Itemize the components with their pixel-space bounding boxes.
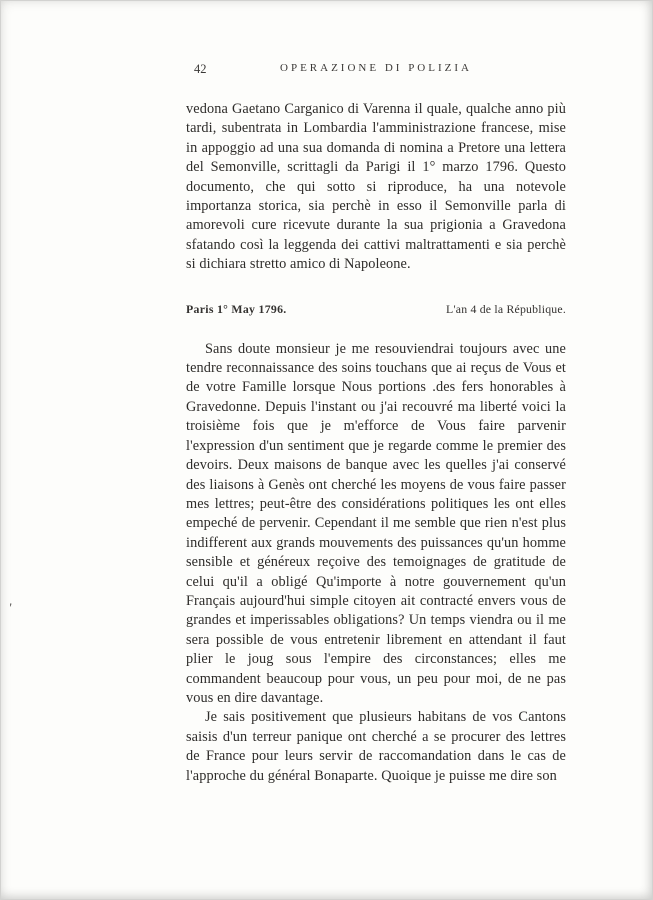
page-content bbox=[186, 60, 566, 786]
letter-paragraph-2: Je sais positivement que plusieurs habitans de vos Cantons saisis d'un terreur panique ont cherché a se procurer des lettres de France pour leurs servir de raccomandation dans le cas de l'approche du général Bonaparte. Quoique je puisse me dire son bbox=[186, 709, 566, 784]
dateline-place-date: Paris 1° May 1796. bbox=[186, 301, 287, 316]
scan-artifact-speck: ' bbox=[8, 599, 13, 616]
intro-paragraph: vedona Gaetano Carganico di Varenna il quale, qualche anno più tardi, subentrata in Lombardia l'amministrazione francese, mise in appoggio ad una sua domanda di nomina a Pretore una lettera del Semonville, scrittagli da Parigi il 1° marzo 1796. Questo documento, che qui sotto si riproduce, ha una notevole importanza storica, sia perchè in esso il Semonville parla di amorevoli cure ricevute durante la sua prigionia a Gravedona sfatando così la leggenda dei cattivi maltrattamenti e sia perchè si dichiara stretto amico di Napoleone. bbox=[186, 101, 566, 273]
letter-dateline bbox=[186, 302, 566, 317]
letter-paragraph-1: Sans doute monsieur je me resouviendrai toujours avec une tendre reconnaissance des soins touchans que ai reçus de Vous et de votre Famille lorsque Nous portions .des fers honorables à Gravedonne. Depuis l'instant ou j'ai recouvré ma liberté voici la troisième fois que je m'efforce de Vous faire parvenir l'expression d'un sentiment que je regarde comme le premier des devoirs. Deux maisons de banque avec les quelles j'ai conservé des liaisons à Genès ont cherché les moyens de vous faire passer mes lettres; peut-être des considérations politiques les ont elles empeché de pervenir. Cependant il me semble que rien n'est plus indifferent aux grands mouvements des puissances qu'un homme sensible et généreux reçoive des temoignages de gratitude de celui qu'il a obligé Qu'importe à notre gouvernement qu'un Français aujourd'hui simple citoyen ait contracté envers vous de grandes et imperissables obligations? Un temps viendra ou il me sera possible de vous entretenir librement en attendant il faut plier le joug sous l'empire des circonstances; elles me commandent beaucoup pour vous, un peu pour moi, de ne pas vous en dire davantage. bbox=[186, 340, 566, 706]
page-header bbox=[186, 60, 566, 78]
dateline-republican-date: L'an 4 de la République. bbox=[446, 301, 566, 316]
page-number: 42 bbox=[194, 62, 207, 76]
running-header-title: OPERAZIONE DI POLIZIA bbox=[280, 62, 472, 74]
letter-body bbox=[186, 340, 566, 786]
